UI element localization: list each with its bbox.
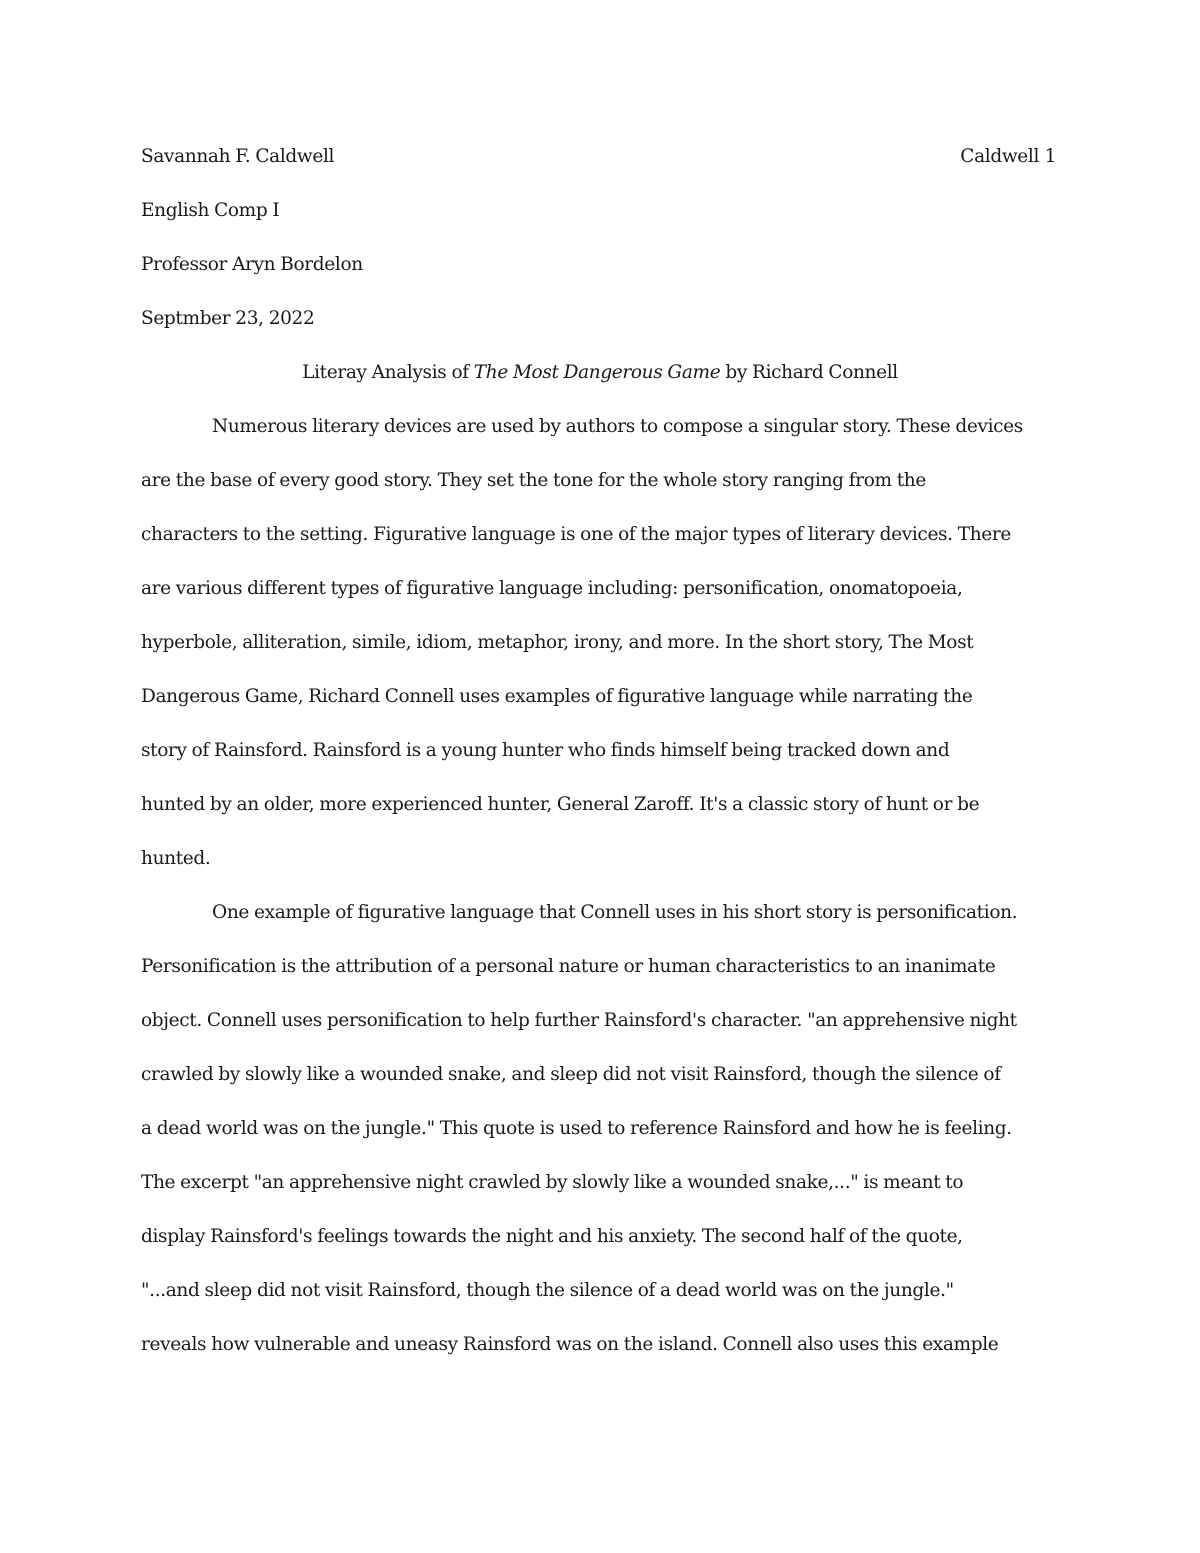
body-line: hunted. — [141, 848, 211, 869]
body-line: The excerpt "an apprehensive night crawled by slowly like a wounded snake,..." is meant to — [141, 1172, 964, 1193]
body-line: characters to the setting. Figurative language is one of the major types of literary devices. There — [141, 524, 1011, 545]
page-title — [0, 361, 1200, 385]
body-line: Dangerous Game, Richard Connell uses examples of figurative language while narrating the — [141, 686, 973, 707]
professor-name: Professor Aryn Bordelon — [141, 254, 363, 275]
author-name: Savannah F. Caldwell — [141, 146, 335, 167]
body-line: One example of figurative language that Connell uses in his short story is personification. — [212, 902, 1018, 923]
course-name: English Comp I — [141, 200, 280, 221]
body-line: hyperbole, alliteration, simile, idiom, metaphor, irony, and more. In the short story, The Most — [141, 632, 974, 653]
page-header-label: Caldwell 1 — [960, 146, 1056, 167]
title-suffix: by Richard Connell — [720, 362, 898, 383]
body-line: are various different types of figurative language including: personification, onomatopoeia, — [141, 578, 963, 599]
body-line: Numerous literary devices are used by authors to compose a singular story. These devices — [212, 416, 1023, 437]
body-line: "...and sleep did not visit Rainsford, though the silence of a dead world was on the jungle." — [141, 1280, 954, 1301]
body-line: are the base of every good story. They set the tone for the whole story ranging from the — [141, 470, 926, 491]
body-line: crawled by slowly like a wounded snake, and sleep did not visit Rainsford, though the silence of — [141, 1064, 1001, 1085]
body-line: Personification is the attribution of a personal nature or human characteristics to an inanimate — [141, 956, 996, 977]
body-line: display Rainsford's feelings towards the night and his anxiety. The second half of the quote, — [141, 1226, 963, 1247]
body-line: reveals how vulnerable and uneasy Rainsford was on the island. Connell also uses this example — [141, 1334, 999, 1355]
title-work: The Most Dangerous Game — [473, 362, 721, 383]
body-line: story of Rainsford. Rainsford is a young hunter who finds himself being tracked down and — [141, 740, 950, 761]
body-line: hunted by an older, more experienced hunter, General Zaroff. It's a classic story of hunt or be — [141, 794, 980, 815]
title-prefix: Literay Analysis of — [302, 362, 474, 383]
body-line: a dead world was on the jungle." This quote is used to reference Rainsford and how he is feeling. — [141, 1118, 1012, 1139]
document-date: Septmber 23, 2022 — [141, 308, 315, 329]
body-line: object. Connell uses personification to help further Rainsford's character. "an apprehensive night — [141, 1010, 1017, 1031]
